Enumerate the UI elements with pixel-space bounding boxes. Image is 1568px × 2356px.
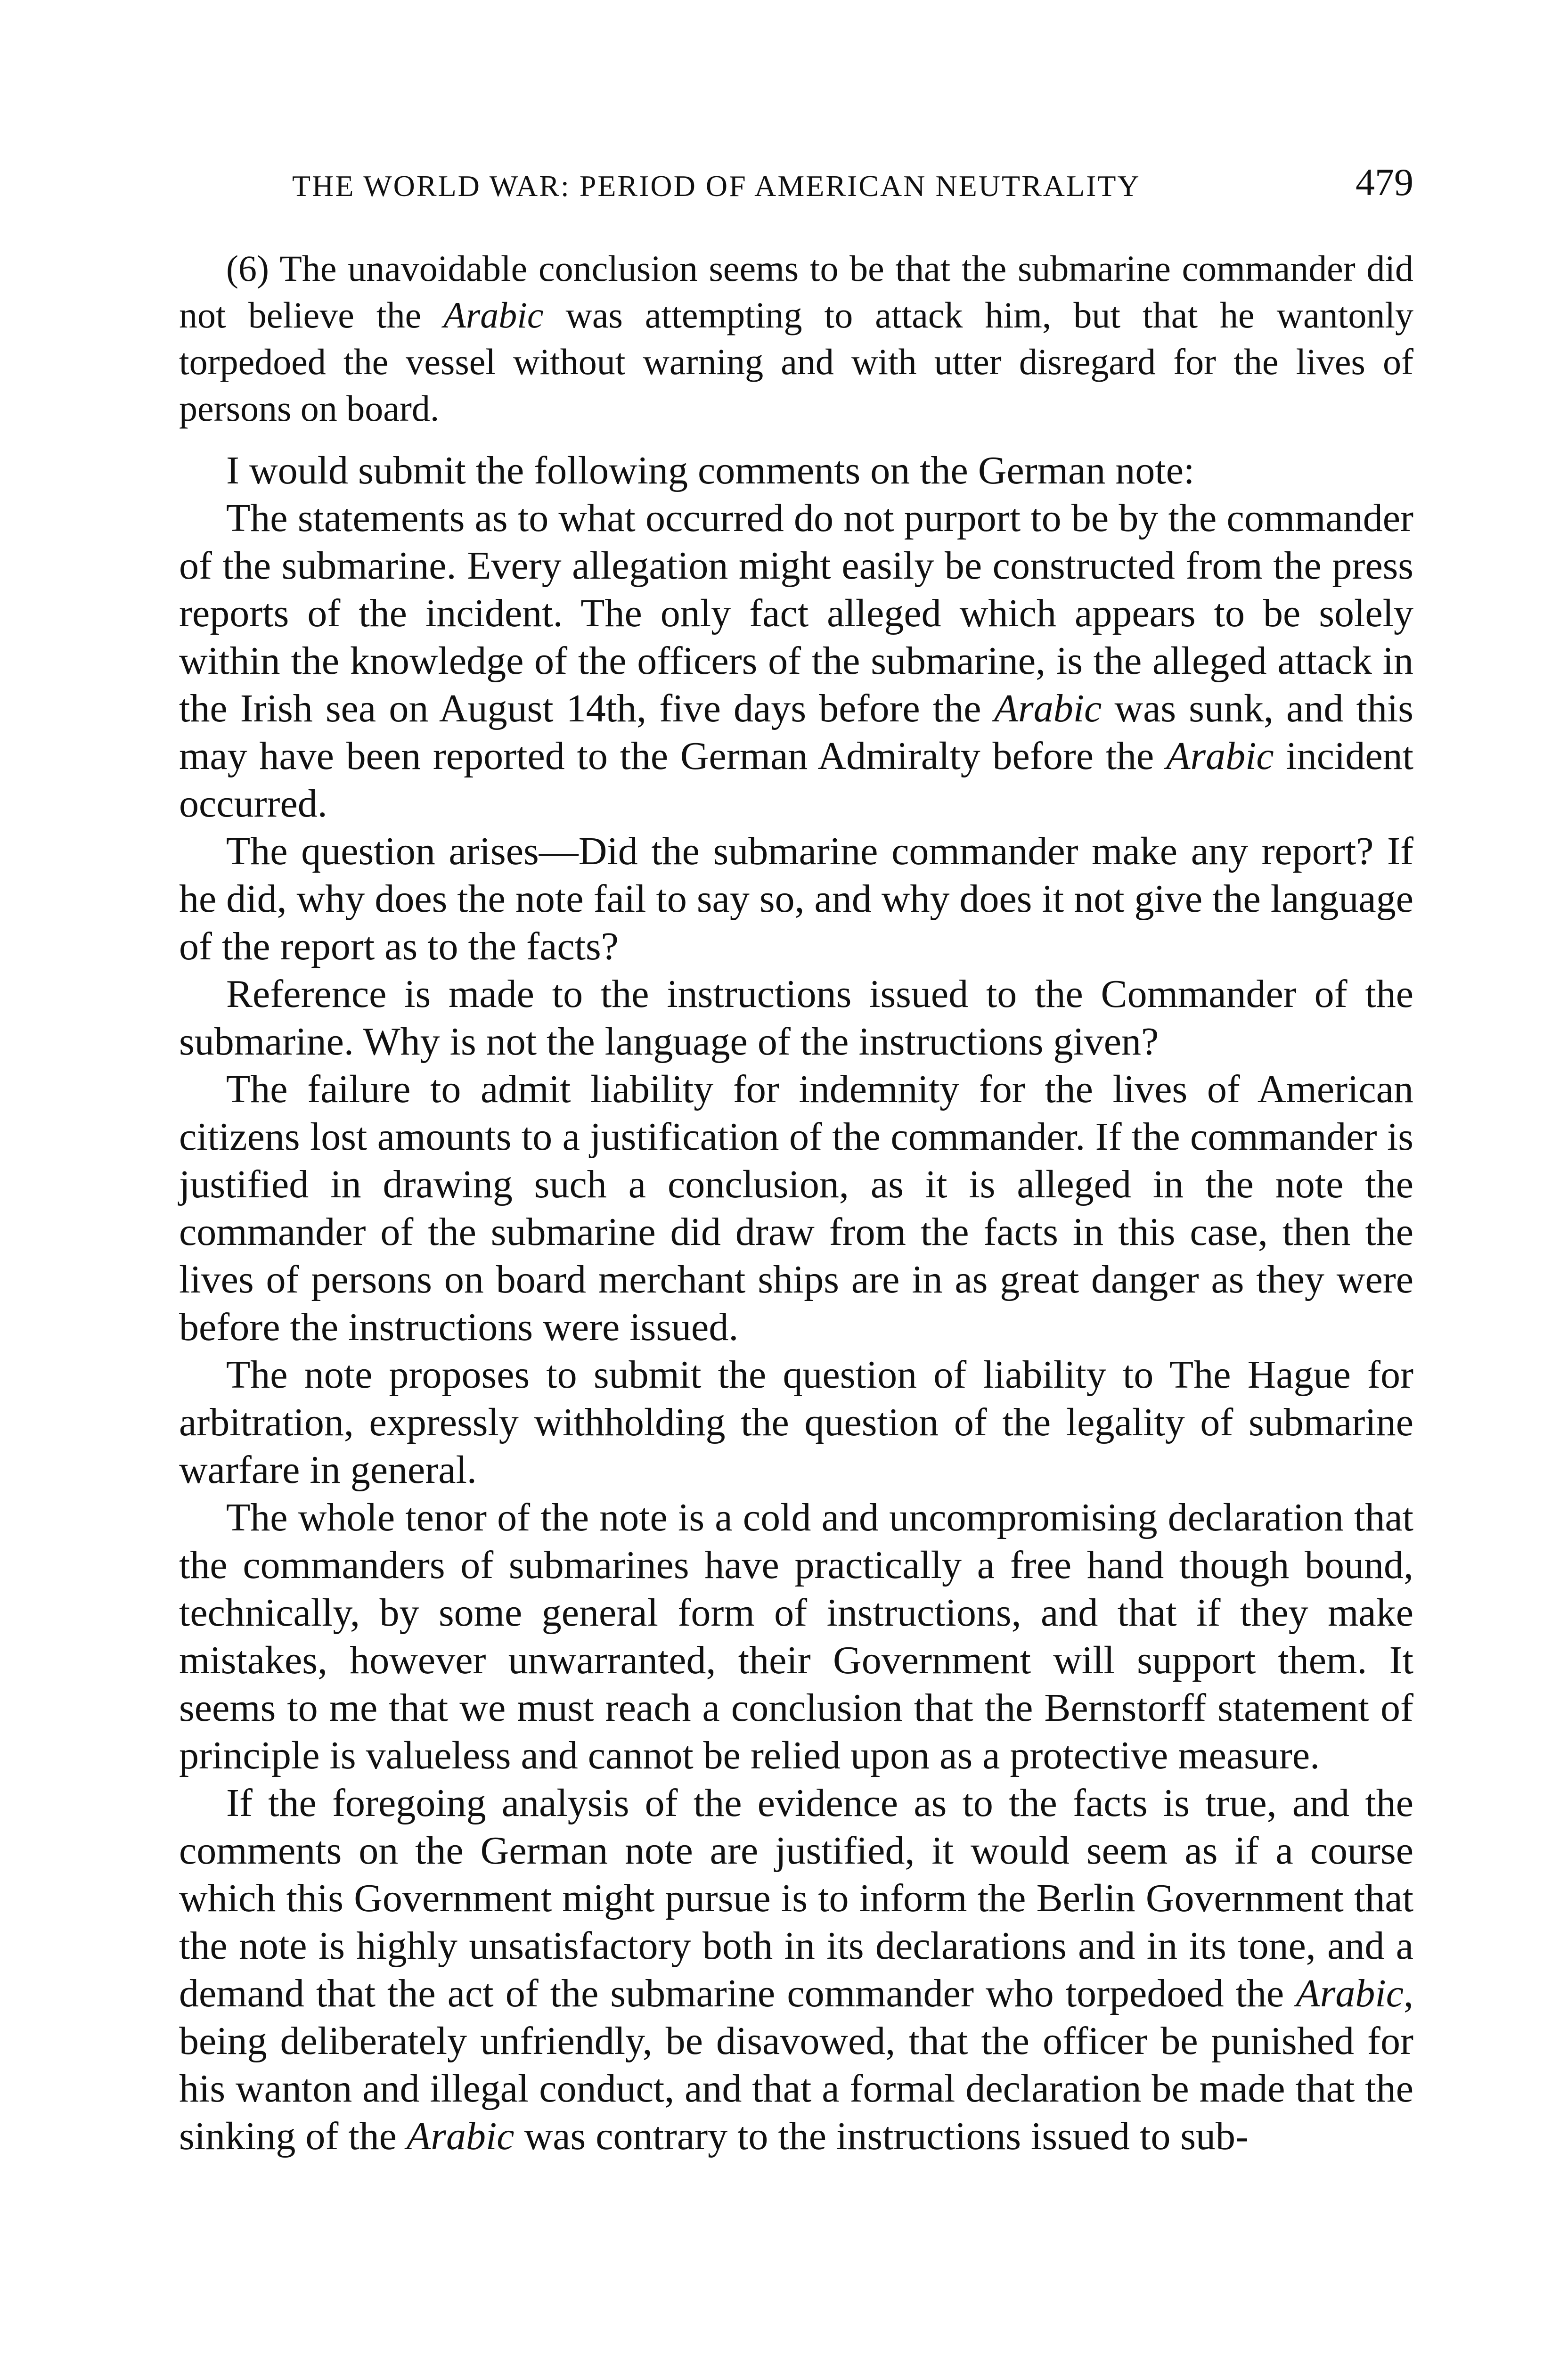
paragraph-comments-intro xyxy=(179,447,1413,494)
paragraph-tenor xyxy=(179,1494,1413,1779)
paragraph-text: The whole tenor of the note is a cold and uncompromising declaration that the commanders of submarines have practically a free hand though bound, technically, by some general form of instructions, and that if they make mistakes, however unwarranted, their Government will support them. It seems to me that we must reach a conclusion that the Bernstorff statement of principle is valueless and cannot be relied upon as a protective measure. xyxy=(179,1496,1413,1777)
paragraph-text: incident occurred. xyxy=(179,734,1413,826)
paragraph-text: The failure to admit liability for indemnity for the lives of American citizens lost amounts to a justification of the commander. If the commander is justified in drawing such a conclusion, as it is alleged in the note the commander of the submarine did draw from the facts in this case, then the lives of persons on board merchant ships are in as great danger as they were before the instructions were issued. xyxy=(179,1067,1413,1349)
paragraph-question xyxy=(179,827,1413,970)
paragraph-text: The question arises—Did the submarine commander make any report? If he did, why does the note fail to say so, and why does it not give the language of the report as to the facts? xyxy=(179,829,1413,968)
italic-term: Arabic xyxy=(994,687,1102,730)
paragraph-text: Reference is made to the instructions issued to the Commander of the submarine. Why is not the language of the instructions given? xyxy=(179,972,1413,1063)
paragraph-instructions xyxy=(179,970,1413,1065)
body-text xyxy=(179,245,1413,2160)
running-head: THE WORLD WAR: PERIOD OF AMERICAN NEUTRALITY xyxy=(292,169,1141,203)
paragraph-liability xyxy=(179,1065,1413,1351)
paragraph-text: , being deliberately unfriendly, be disavowed, that the officer be punished for his wanton and illegal conduct, and that a formal declaration be made that the sinking of the xyxy=(179,1972,1413,2158)
paragraph-course xyxy=(179,1779,1413,2160)
italic-term: Arabic xyxy=(443,294,544,335)
paragraph-conclusion-6 xyxy=(179,245,1413,432)
paragraph-text: If the foregoing analysis of the evidence as to the facts is true, and the comments on the German note are justified, it would seem as if a course which this Government might pursue is to inform the Berlin Government that the note is highly unsatisfactory both in its declarations and in its tone, and a demand that the act of the submarine commander who torpedoed the xyxy=(179,1781,1413,2015)
italic-term: Arabic xyxy=(1296,1972,1404,2015)
paragraph-text: was sunk, and this may have been reported to the German Admiralty before the xyxy=(179,687,1413,778)
page-number: 479 xyxy=(1356,161,1413,204)
paragraph-text: The note proposes to submit the question of liability to The Hague for arbitration, expressly withholding the question of the legality of submarine warfare in general. xyxy=(179,1353,1413,1492)
paragraph-text: was attempting to attack him, but that he wantonly torpedoed the vessel without warning and with utter disregard for the lives of persons on board. xyxy=(179,294,1413,429)
paragraph-statements xyxy=(179,494,1413,827)
paragraph-text: (6) The unavoidable conclusion seems to be that the submarine commander did not believe the xyxy=(179,248,1413,335)
paragraph-text: was contrary to the instructions issued to sub- xyxy=(514,2114,1249,2158)
italic-term: Arabic xyxy=(1166,734,1274,778)
page-header xyxy=(292,160,1413,212)
paragraph-text: I would submit the following comments on the German note: xyxy=(226,449,1195,492)
paragraph-arbitration xyxy=(179,1351,1413,1494)
paragraph-text: The statements as to what occurred do not purport to be by the commander of the submarine. Every allegation might easily be constructed from the press reports of the incident. The only fact alleged which appears to be solely within the knowledge of the officers of the submarine, is the alleged attack in the Irish sea on August 14th, five days before the xyxy=(179,496,1413,730)
italic-term: Arabic xyxy=(406,2114,514,2158)
